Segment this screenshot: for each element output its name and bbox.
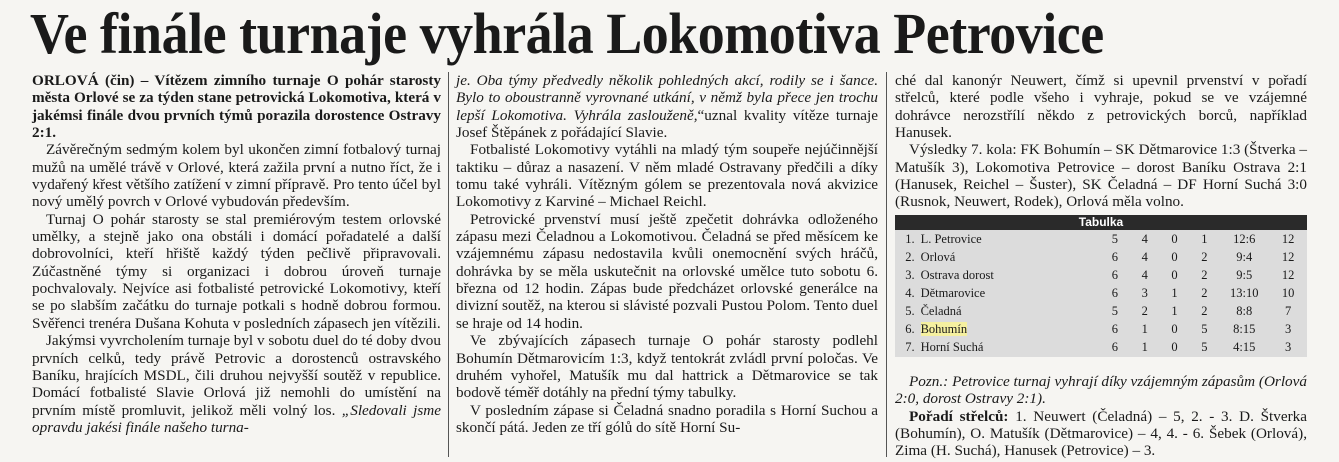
table-cell-wins: 4 bbox=[1141, 267, 1148, 282]
paragraph: Petrovické prvenství musí ještě zpečetit dohrávka odloženého zápasu mezi Čeladnou a Lokomotivou. Čeladná se před měsícem ke vzájemnému zápasu nedostavila kvůli onemocnění svých hráčů, dohrávka by se měla uskutečnit na orlovské umělce tuto sobotu 6. března od 12 hodin. Zápas bude předcházet orlovské generálce na divizní soutěž, na kterou si slávisté pozvali Pustou Polom. Tento duel se hraje od 14 hodin. bbox=[456, 210, 878, 332]
table-row bbox=[895, 248, 1307, 266]
table-cell-points: 12 bbox=[1281, 267, 1295, 282]
table-cell-points: 3 bbox=[1284, 340, 1292, 355]
table-cell-wins: 3 bbox=[1141, 285, 1148, 300]
note-text: Pozn.: Petrovice turnaj vyhrají díky vzájemným zápasům (Orlová 2:0, dorost Ostravy 2:1). bbox=[895, 373, 1307, 408]
column-rule-1 bbox=[448, 72, 449, 457]
table-cell-team: Horní Suchá bbox=[920, 340, 984, 355]
table-row bbox=[895, 320, 1307, 338]
table-cell-played: 6 bbox=[1111, 267, 1119, 282]
paragraph bbox=[32, 332, 441, 436]
table-row bbox=[895, 266, 1307, 284]
table-cell-played: 6 bbox=[1111, 249, 1119, 264]
table-cell-played: 5 bbox=[1111, 303, 1119, 318]
paragraph: Ve zbývajících zápasech turnaje O pohár starosty podlehl Bohumín Dětmarovicím 1:3, když tentokrát zvládl první poločas. Ve druhém vyhořel, Matušík mu dal hattrick a Dětmarovice se tak bodově téměř dotáhly na přední týmy tabulky. bbox=[456, 332, 878, 402]
table-row bbox=[895, 339, 1307, 357]
table-cell-draws: 1 bbox=[1171, 303, 1178, 318]
standings-table bbox=[895, 215, 1307, 357]
table-cell-played: 6 bbox=[1111, 340, 1119, 355]
table-row bbox=[895, 284, 1307, 302]
table-cell-score: 12:6 bbox=[1233, 231, 1256, 246]
quote-start: „Sledovali jsme opravdu jakési finále našeho turna- bbox=[32, 401, 442, 436]
table-cell-rank: 1. bbox=[905, 231, 915, 246]
table-cell-wins: 1 bbox=[1141, 322, 1148, 337]
table-note bbox=[895, 373, 1307, 460]
table-cell-draws: 0 bbox=[1171, 249, 1178, 264]
table-cell-team: L. Petrovice bbox=[920, 231, 982, 246]
table-cell-played: 6 bbox=[1111, 285, 1119, 300]
table-cell-rank: 3. bbox=[905, 267, 915, 282]
table-cell-points: 3 bbox=[1284, 322, 1292, 337]
table-cell-team: Orlová bbox=[920, 249, 956, 264]
table-cell-points: 10 bbox=[1281, 285, 1295, 300]
scorers-list: 1. Neuwert (Čeladná) – 5, 2. - 3. D. Štverka (Bohumín), O. Matušík (Dětmarovice) – 4, 4. - 6. Šebek (Orlová), Zima (H. Suchá), Hanusek (Petrovice) – 3. bbox=[895, 407, 1307, 460]
table-cell-score: 8:15 bbox=[1233, 322, 1256, 337]
table-cell-points: 12 bbox=[1281, 249, 1295, 264]
table-row bbox=[895, 230, 1307, 248]
table-cell-losses: 5 bbox=[1201, 340, 1208, 355]
table-cell-team bbox=[915, 320, 1100, 338]
table-cell-losses: 2 bbox=[1201, 249, 1208, 264]
table-cell-draws: 0 bbox=[1171, 267, 1178, 282]
paragraph: Turnaj O pohár starosty se stal premiérovým testem orlovské umělky, a stejně jako ona obstáli i domácí pořadatelé a další dobrovolníci, kteří hřiště každý týden pečlivě připravovali. Zúčastněné týmy si organizaci i dobrou úroveň turnaje pochvalovaly. Nejvíce asi fotbalisté petrovické Lokomotivy, kteří se po slabším začátku do turnaje potkali s hodně dobrou formou. Svěřenci trenéra Dušana Kohuta v posledních zápasech jen vítězili. bbox=[32, 210, 441, 332]
table-cell-points: 12 bbox=[1281, 231, 1295, 246]
table-cell-draws: 0 bbox=[1171, 231, 1178, 246]
headline: Ve finále turnaje vyhrála Lokomotiva Petrovice bbox=[30, 1, 1104, 66]
article-column-1 bbox=[32, 72, 441, 436]
scorers-label: Pořadí střelců: bbox=[909, 407, 1009, 425]
table-cell-losses: 2 bbox=[1201, 285, 1208, 300]
table-row bbox=[895, 302, 1307, 320]
table-cell-draws: 0 bbox=[1171, 322, 1178, 337]
column-rule-2 bbox=[886, 72, 887, 457]
quote-attribution: “uznal kvality vítěze turnaje Josef Štěpánek z pořádající Slavie. bbox=[456, 106, 878, 142]
table-cell-score: 13:10 bbox=[1229, 285, 1259, 300]
article-column-2 bbox=[456, 72, 878, 436]
table-cell-wins: 2 bbox=[1141, 303, 1148, 318]
table-cell-draws: 0 bbox=[1171, 340, 1178, 355]
table-cell-score: 9:5 bbox=[1236, 267, 1253, 282]
quote-text: je. Oba týmy předvedly několik pohledných akcí, rodily se i šance. Bylo to oboustranně vyrovnané utkání, v němž byla přece jen trochu lepší Lokomotiva. Vyhrála zaslouženě, bbox=[456, 72, 878, 124]
table-cell-wins: 4 bbox=[1141, 231, 1148, 246]
paragraph: V posledním zápase si Čeladná snadno poradila s Horní Suchou a skončí pátá. Jeden ze tří gólů do sítě Horní Su- bbox=[456, 401, 878, 436]
table-cell-team: Ostrava dorost bbox=[920, 267, 994, 282]
highlighted-team: Bohumín bbox=[920, 322, 968, 337]
table-cell-score: 4:15 bbox=[1233, 340, 1256, 355]
table-cell-draws: 1 bbox=[1171, 285, 1178, 300]
table-title: Tabulka bbox=[895, 215, 1307, 230]
table-cell-rank: 5. bbox=[905, 303, 915, 318]
table-cell-team: Čeladná bbox=[920, 303, 962, 318]
scorers-paragraph bbox=[895, 408, 1307, 460]
table-cell-team: Dětmarovice bbox=[920, 285, 986, 300]
paragraph: ché dal kanonýr Neuwert, čímž si upevnil prvenství v pořadí střelců, které podle všeho i vyhraje, pokud se ve vzájemné dohrávce nerozstřílí někdo z petrovických borců, například Hanusek. bbox=[895, 72, 1307, 142]
table-cell-score: 9:4 bbox=[1236, 249, 1253, 264]
table-cell-points: 7 bbox=[1284, 303, 1292, 318]
table-cell-rank: 7. bbox=[905, 340, 915, 355]
paragraph: Závěrečným sedmým kolem byl ukončen zimní fotbalový turnaj mužů na umělé trávě v Orlové, která zažila první a nutno říct, že i vydařený křest většího zatížení v zimní přípravě. Pro tento účel byl nový umělý povrch v Orlové vybudován především. bbox=[32, 141, 441, 211]
paragraph: Fotbalisté Lokomotivy vytáhli na mladý tým soupeře nejúčinnější taktiku – důraz a nasazení. V něm mladé Ostravany předčili a díky tomu také vyhráli. Vítězným gólem se prezentovala nová akvizice Lokomotivy z Karviné – Michael Reichl. bbox=[456, 141, 878, 211]
table-cell-score: 8:8 bbox=[1236, 303, 1253, 318]
results-paragraph: Výsledky 7. kola: FK Bohumín – SK Dětmarovice 1:3 (Štverka – Matušík 3), Lokomotiva Petrovice – dorost Baníku Ostrava 2:1 (Hanusek, Reichel – Šuster), SK Čeladná – DF Horní Suchá 3:0 (Rusnok, Neuwert, Rodek), Orlová měla volno. bbox=[895, 141, 1307, 211]
table-cell-rank: 2. bbox=[905, 249, 915, 264]
table-cell-played: 5 bbox=[1111, 231, 1119, 246]
quote-paragraph bbox=[456, 72, 878, 141]
table-cell-rank: 6. bbox=[905, 322, 915, 337]
paragraph-text: Jakýmsi vyvrcholením turnaje byl v sobotu duel do té doby dvou prvních celků, tedy právě Petrovic a dorostenců ostravského Baníku, hrajících MSDL, čili druhou nejvyšší soutěž v republice. Domácí fotbalisté Slavie Orlová již nemohli do umístění na prvním místě promluvit, jelikož měli volný los. bbox=[32, 332, 441, 419]
article-column-3 bbox=[895, 72, 1307, 211]
table-cell-played: 6 bbox=[1111, 322, 1119, 337]
table-cell-losses: 1 bbox=[1201, 231, 1208, 246]
table-cell-wins: 4 bbox=[1141, 249, 1148, 264]
table-cell-losses: 2 bbox=[1201, 267, 1208, 282]
table-cell-wins: 1 bbox=[1141, 340, 1148, 355]
table-cell-losses: 5 bbox=[1201, 322, 1208, 337]
table-cell-rank: 4. bbox=[905, 285, 915, 300]
lead-paragraph: ORLOVÁ (čin) – Vítězem zimního turnaje O pohár starosty města Orlové se za týden stane petrovická Lokomotiva, která v jakémsi finále dvou prvních týmů porazila dorostence Ostravy 2:1. bbox=[32, 72, 441, 142]
table-cell-losses: 2 bbox=[1201, 303, 1208, 318]
